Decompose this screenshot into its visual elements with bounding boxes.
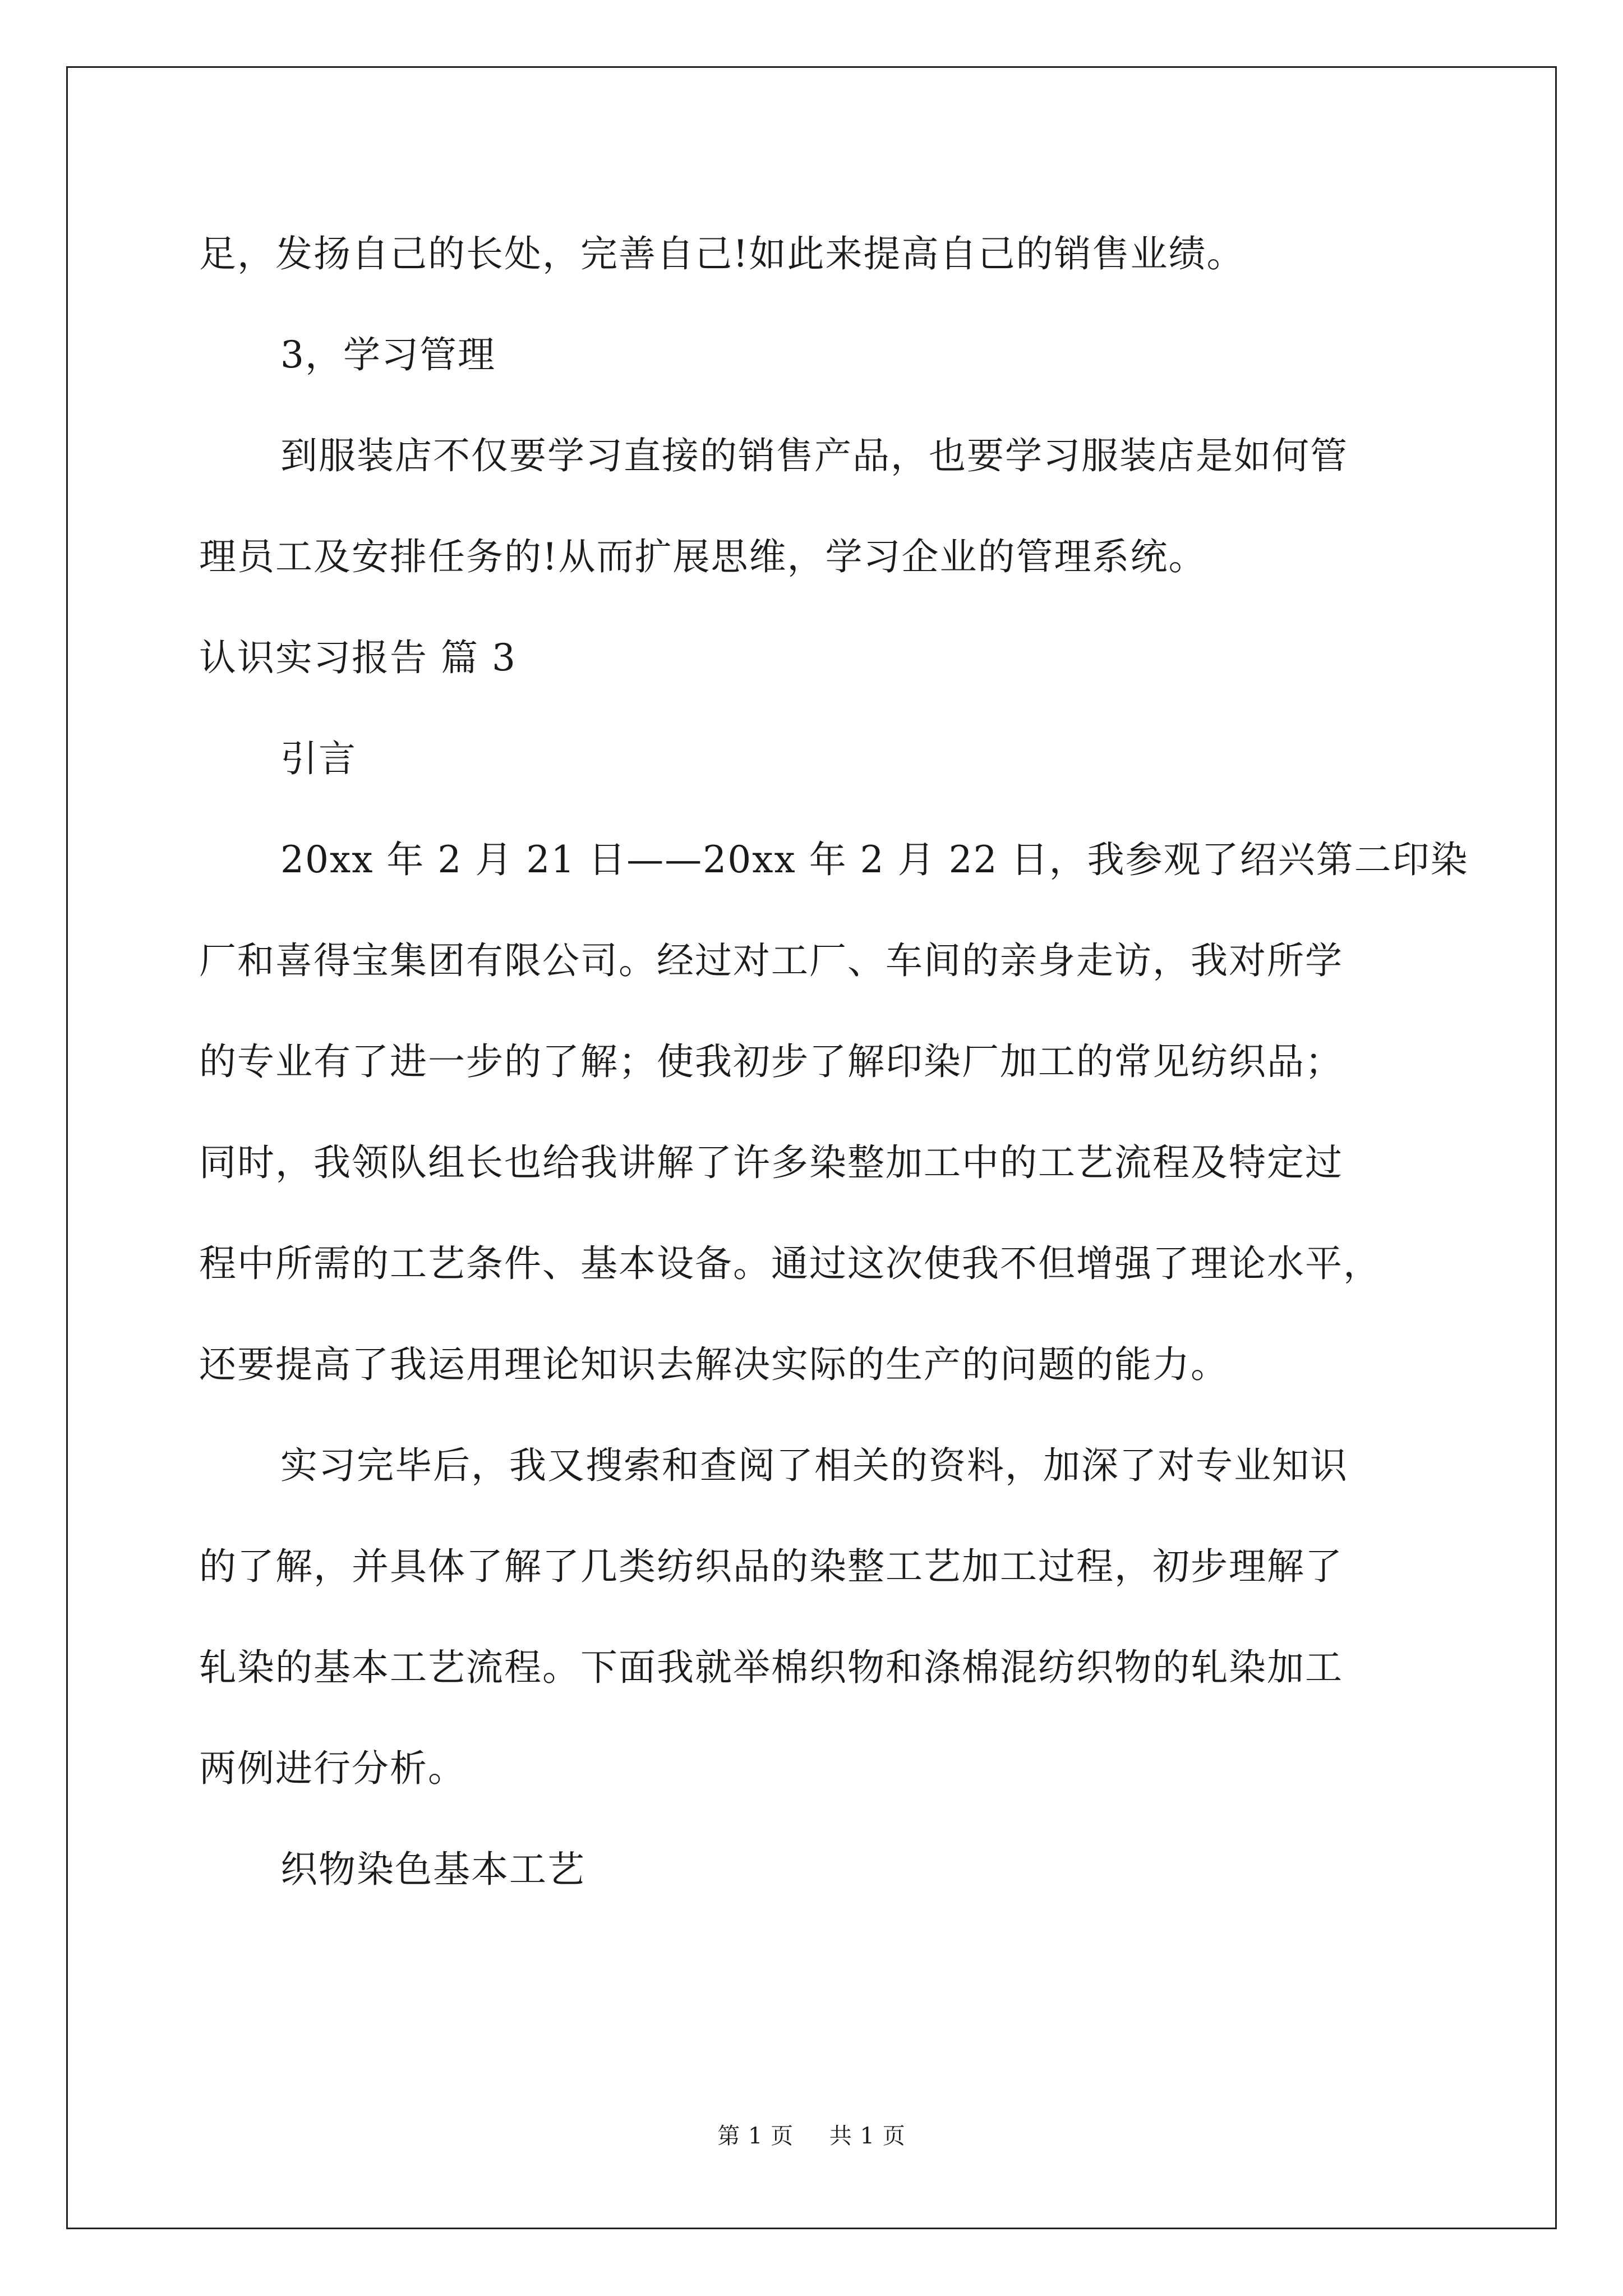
body-line: 同时，我领队组长也给我讲解了许多染整加工中的工艺流程及特定过 <box>199 1141 1343 1184</box>
section-heading-introduction: 引言 <box>280 737 357 780</box>
section-heading-learning-management: 3，学习管理 <box>280 333 496 376</box>
page-number: 第 1 页 <box>717 2123 794 2149</box>
body-line: 还要提高了我运用理论知识去解决实际的生产的问题的能力。 <box>199 1343 1229 1386</box>
section-heading-dyeing-process: 织物染色基本工艺 <box>280 1848 585 1891</box>
body-line: 理员工及安排任务的!从而扩展思维，学习企业的管理系统。 <box>199 535 1207 578</box>
body-line: 轧染的基本工艺流程。下面我就举棉织物和涤棉混纺织物的轧染加工 <box>199 1646 1343 1689</box>
body-line: 20xx 年 2 月 21 日——20xx 年 2 月 22 日，我参观了绍兴第二印染 <box>280 838 1469 881</box>
body-line: 实习完毕后，我又搜索和查阅了相关的资料，加深了对专业知识 <box>280 1444 1348 1487</box>
body-line: 到服装店不仅要学习直接的销售产品，也要学习服装店是如何管 <box>280 434 1348 477</box>
body-line: 程中所需的工艺条件、基本设备。通过这次使我不但增强了理论水平， <box>199 1242 1381 1285</box>
body-line: 两例进行分析。 <box>199 1747 466 1790</box>
page-total: 共 1 页 <box>829 2123 906 2149</box>
body-line: 厂和喜得宝集团有限公司。经过对工厂、车间的亲身走访，我对所学 <box>199 939 1343 982</box>
article-title: 认识实习报告 篇 3 <box>199 636 517 679</box>
page-footer <box>0 2125 1623 2147</box>
body-line: 足，发扬自己的长处，完善自己!如此来提高自己的销售业绩。 <box>199 232 1245 275</box>
body-line: 的专业有了进一步的了解；使我初步了解印染厂加工的常见纺织品； <box>199 1040 1343 1083</box>
body-line: 的了解，并具体了解了几类纺织品的染整工艺加工过程，初步理解了 <box>199 1545 1343 1588</box>
